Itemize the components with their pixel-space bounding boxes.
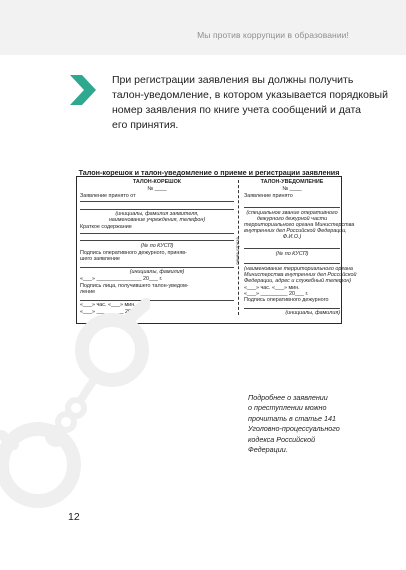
- koreshok-time: «___» час. «___» мин.: [80, 302, 136, 308]
- koreshok-signature: шего заявление: [80, 256, 120, 262]
- uvedomlenie-heading: ТАЛОН-УВЕДОМЛЕНИЕ: [260, 179, 324, 185]
- intro-paragraph: [112, 73, 388, 133]
- koreshok-recipient-signature: Подпись лица, получившего талон-уведом-: [80, 283, 189, 289]
- form-line: [244, 207, 340, 208]
- uvedomlenie-rank-note: внутренних дел Российской Федерации,: [244, 228, 347, 234]
- side-note: [248, 393, 368, 455]
- koreshok-summary: Краткое содержание: [80, 224, 132, 230]
- uvedomlenie-number: № ____: [282, 186, 302, 192]
- form-line: [80, 240, 234, 241]
- koreshok-recipient-signature: ление: [80, 289, 96, 295]
- intro-line: его принятия.: [112, 119, 179, 131]
- koreshok-initials-note: (инициалы, фамилия заявителя,: [115, 211, 199, 217]
- form-line: [80, 201, 234, 202]
- side-note-line: прочитать в статье 141: [248, 413, 337, 423]
- side-note-line: Федерации.: [248, 445, 288, 455]
- intro-line: номер заявления по книге учета сообщений и дата: [112, 104, 361, 116]
- uvedomlenie-org-note: Министерства внутренних дел Российской: [244, 272, 357, 278]
- side-note-line: кодекса Российской: [248, 434, 316, 444]
- koreshok-date: «___» _______________ 20___ г.: [80, 276, 163, 282]
- intro-line: талон-уведомление, в котором указывается порядковый: [112, 89, 388, 101]
- uvedomlenie-org-note: Федерации, адрес и служебный телефон): [244, 278, 352, 284]
- side-note-line: Подробнее о заявлении: [248, 393, 328, 402]
- form-line: [244, 263, 340, 264]
- uvedomlenie-accepted: Заявление принято: [244, 193, 293, 199]
- uvedomlenie-initials: (инициалы, фамилия): [285, 310, 340, 316]
- uvedomlenie-signature: Подпись оперативного дежурного: [244, 297, 329, 303]
- handcuffs-icon: [0, 290, 150, 520]
- uvedomlenie-kusp: (№ по КУСП): [275, 251, 309, 257]
- koreshok-signature: Подпись оперативного дежурного, приняв-: [80, 250, 187, 256]
- intro-line: При регистрации заявления вы должны получить: [112, 74, 354, 86]
- koreshok-date: «___» _________ 20___ г.: [80, 309, 145, 315]
- koreshok-number: № ____: [147, 186, 167, 192]
- form-line: [80, 267, 234, 268]
- chevron-arrow-icon: [68, 74, 98, 106]
- koreshok-initials-note: наименование учреждения, телефон): [108, 217, 206, 223]
- uvedomlenie-rank-note: территориального органа Министерства: [244, 222, 355, 228]
- koreshok-initials: (инициалы, фамилия): [129, 269, 185, 275]
- header-bar: [0, 0, 406, 55]
- uvedomlenie-date: «___» _________ 20___ г.: [244, 291, 309, 297]
- uvedomlenie-rank-note: дежурного дежурной части: [256, 216, 328, 222]
- uvedomlenie-rank-note: Ф.И.О.): [282, 234, 302, 240]
- uvedomlenie-time: «___» час. «___» мин.: [244, 285, 300, 291]
- side-note-line: Уголовно-процессуального: [248, 424, 340, 434]
- uvedomlenie-org-note: (наименование территориального органа: [244, 266, 353, 272]
- koreshok-heading: ТАЛОН-КОРЕШОК: [132, 179, 182, 185]
- form-line: [244, 308, 340, 309]
- koreshok-kusp: (№ по КУСП): [140, 243, 174, 249]
- form-line: [244, 248, 340, 249]
- form-line: [80, 209, 234, 210]
- side-note-line: о преступлении можно: [248, 403, 327, 413]
- koreshok-accepted-from: Заявление принято от: [80, 193, 136, 199]
- form-title: Талон-корешок и талон-уведомление о приеме и регистрации заявления: [78, 168, 340, 177]
- page-number: 12: [68, 511, 80, 523]
- uvedomlenie-rank-note: (специальное звание оперативного: [246, 210, 338, 216]
- header-title: Мы против коррупции в образовании!: [197, 30, 349, 40]
- form-line: [80, 233, 234, 234]
- cut-line-label: линия отреза: [235, 237, 240, 265]
